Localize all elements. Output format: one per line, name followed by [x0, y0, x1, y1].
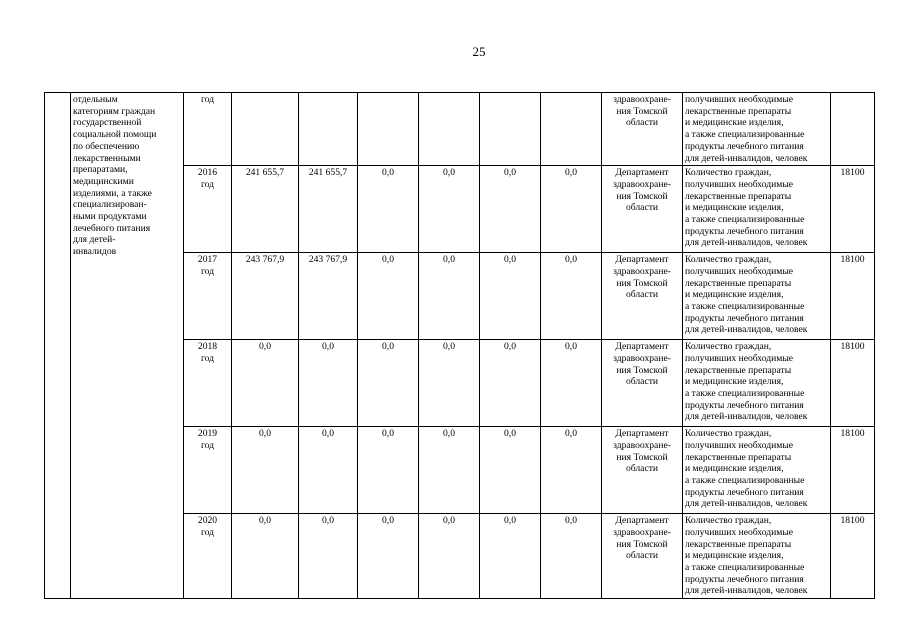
funding-value-v2: 0,0	[299, 514, 358, 599]
indicator-line: а также специализированные	[685, 475, 805, 487]
year-text: 2018	[197, 341, 218, 353]
funding-value-v2	[299, 93, 358, 166]
indicator-cell	[683, 514, 831, 599]
task-cell	[71, 93, 184, 599]
executor-line: области	[625, 117, 659, 129]
task-text-line: социальной помощи	[73, 129, 157, 141]
year-text: год	[200, 526, 215, 538]
indicator-line: и медицинские изделия,	[685, 376, 784, 388]
executor-cell	[602, 340, 683, 427]
executor-line: здравоохране-	[613, 526, 671, 538]
year-text: 2019	[197, 428, 218, 440]
task-text-line: медицинскими	[73, 175, 134, 187]
indicator-cell	[683, 340, 831, 427]
indicator-line: лекарственные препараты	[685, 451, 792, 463]
task-text-line: отдельным	[73, 94, 118, 105]
target-value-cell: 18100	[831, 253, 875, 340]
indicator-line: для детей-инвалидов, человек	[685, 585, 808, 597]
executor-line: здравоохране-	[613, 178, 671, 190]
funding-value-v4: 0,0	[419, 514, 480, 599]
executor-line: области	[625, 550, 659, 562]
executor-line: ния Томской	[616, 277, 668, 289]
indicator-line: для детей-инвалидов, человек	[685, 237, 808, 249]
indicator-line: Количество граждан,	[685, 428, 772, 440]
target-value-cell	[831, 93, 875, 166]
indicator-line: получивших необходимые	[685, 439, 794, 451]
indicator-cell	[683, 427, 831, 514]
executor-cell	[602, 253, 683, 340]
indicator-line: лекарственные препараты	[685, 538, 792, 550]
task-text-line: для детей-	[73, 234, 116, 246]
indicator-line: продукты лечебного питания	[685, 312, 804, 324]
page-number: 25	[472, 44, 486, 59]
funding-value-v3: 0,0	[358, 253, 419, 340]
indicator-line: а также специализированные	[685, 388, 805, 400]
task-text-line: инвалидов	[73, 246, 117, 258]
funding-value-v3	[358, 93, 419, 166]
executor-line: ния Томской	[616, 105, 668, 117]
target-value-cell: 18100	[831, 514, 875, 599]
year-cell	[184, 514, 232, 599]
executor-line: Департамент	[615, 341, 669, 353]
table-row	[45, 93, 875, 166]
indicator-line: получивших необходимые	[685, 265, 794, 277]
task-text-line: лечебного питания	[73, 222, 151, 234]
funding-value-v5: 0,0	[480, 340, 541, 427]
funding-value-v5	[480, 93, 541, 166]
indicator-line: и медицинские изделия,	[685, 463, 784, 475]
executor-line: ния Томской	[616, 538, 668, 550]
indicator-line: лекарственные препараты	[685, 105, 792, 117]
funding-value-v1: 0,0	[232, 427, 299, 514]
year-text: год	[200, 94, 215, 105]
funding-value-v5: 0,0	[480, 514, 541, 599]
task-text-line: препаратами,	[73, 164, 128, 176]
funding-value-v1: 243 767,9	[232, 253, 299, 340]
year-text: год	[200, 265, 215, 277]
executor-line: здравоохране-	[613, 352, 671, 364]
indicator-cell	[683, 253, 831, 340]
year-text: 2020	[197, 515, 218, 527]
task-text-line: категориям граждан	[73, 105, 156, 117]
indicator-line: получивших необходимые	[685, 526, 794, 538]
indicator-line: продукты лечебного питания	[685, 486, 804, 498]
indicator-line: Количество граждан,	[685, 515, 772, 527]
executor-line: здравоохране-	[613, 439, 671, 451]
indicator-line: лекарственные препараты	[685, 277, 792, 289]
funding-value-v2: 0,0	[299, 340, 358, 427]
funding-value-v5: 0,0	[480, 253, 541, 340]
funding-value-v3: 0,0	[358, 166, 419, 253]
funding-value-v1: 241 655,7	[232, 166, 299, 253]
indicator-line: для детей-инвалидов, человек	[685, 498, 808, 510]
funding-value-v4: 0,0	[419, 340, 480, 427]
funding-value-v2: 241 655,7	[299, 166, 358, 253]
funding-value-v4: 0,0	[419, 427, 480, 514]
funding-value-v1	[232, 93, 299, 166]
indicator-line: продукты лечебного питания	[685, 225, 804, 237]
indicator-line: Количество граждан,	[685, 254, 772, 266]
indicator-line: лекарственные препараты	[685, 190, 792, 202]
target-value-cell: 18100	[831, 166, 875, 253]
funding-value-v1: 0,0	[232, 514, 299, 599]
executor-cell	[602, 514, 683, 599]
funding-value-v4	[419, 93, 480, 166]
funding-value-v3: 0,0	[358, 340, 419, 427]
executor-line: ния Томской	[616, 451, 668, 463]
indicator-line: Количество граждан,	[685, 341, 772, 353]
task-text-line: изделиями, а также	[73, 187, 152, 199]
task-text-line: по обеспечению	[73, 140, 140, 152]
funding-value-v6: 0,0	[541, 340, 602, 427]
indicator-line: продукты лечебного питания	[685, 573, 804, 585]
program-table	[44, 92, 875, 599]
executor-line: Департамент	[615, 428, 669, 440]
executor-cell	[602, 427, 683, 514]
year-cell	[184, 253, 232, 340]
year-text: год	[200, 439, 215, 451]
task-text-line: государственной	[73, 117, 142, 129]
executor-line: ния Томской	[616, 190, 668, 202]
executor-line: области	[625, 463, 659, 475]
indicator-line: для детей-инвалидов, человек	[685, 411, 808, 423]
funding-value-v6	[541, 93, 602, 166]
funding-value-v3: 0,0	[358, 514, 419, 599]
executor-line: области	[625, 202, 659, 214]
funding-value-v2: 243 767,9	[299, 253, 358, 340]
target-value-cell: 18100	[831, 340, 875, 427]
year-cell	[184, 340, 232, 427]
indicator-line: получивших необходимые	[685, 94, 794, 105]
task-text-line: лекарственными	[73, 152, 141, 164]
executor-line: здравоохране-	[613, 94, 671, 105]
task-text-line: ными продуктами	[73, 211, 147, 223]
indicator-line: Количество граждан,	[685, 167, 772, 179]
indicator-line: и медицинские изделия,	[685, 117, 784, 129]
year-text: год	[200, 178, 215, 190]
year-text: 2016	[197, 167, 218, 179]
indicator-line: для детей-инвалидов, человек	[685, 152, 808, 164]
year-cell	[184, 166, 232, 253]
funding-value-v4: 0,0	[419, 166, 480, 253]
indicator-line: и медицинские изделия,	[685, 289, 784, 301]
funding-value-v1: 0,0	[232, 340, 299, 427]
funding-value-v6: 0,0	[541, 514, 602, 599]
year-cell	[184, 427, 232, 514]
indicator-line: продукты лечебного питания	[685, 140, 804, 152]
executor-line: области	[625, 376, 659, 388]
year-text: год	[200, 352, 215, 364]
executor-line: Департамент	[615, 167, 669, 179]
indicator-line: продукты лечебного питания	[685, 399, 804, 411]
indicator-line: и медицинские изделия,	[685, 550, 784, 562]
task-text-line: специализирован-	[73, 199, 147, 211]
funding-value-v6: 0,0	[541, 253, 602, 340]
indicator-line: а также специализированные	[685, 301, 805, 313]
indicator-line: а также специализированные	[685, 214, 805, 226]
executor-line: Департамент	[615, 515, 669, 527]
funding-value-v6: 0,0	[541, 427, 602, 514]
indicator-line: а также специализированные	[685, 129, 805, 141]
funding-value-v5: 0,0	[480, 427, 541, 514]
executor-line: области	[625, 289, 659, 301]
indicator-cell	[683, 166, 831, 253]
executor-line: Департамент	[615, 254, 669, 266]
target-value-cell: 18100	[831, 427, 875, 514]
indicator-line: и медицинские изделия,	[685, 202, 784, 214]
executor-line: ния Томской	[616, 364, 668, 376]
funding-value-v3: 0,0	[358, 427, 419, 514]
year-text: 2017	[197, 254, 218, 266]
executor-cell	[602, 166, 683, 253]
indicator-line: а также специализированные	[685, 562, 805, 574]
indicator-line: получивших необходимые	[685, 352, 794, 364]
executor-cell	[602, 93, 683, 166]
row-number-cell	[45, 93, 71, 599]
indicator-line: для детей-инвалидов, человек	[685, 324, 808, 336]
funding-value-v6: 0,0	[541, 166, 602, 253]
indicator-cell	[683, 93, 831, 166]
indicator-line: лекарственные препараты	[685, 364, 792, 376]
funding-value-v4: 0,0	[419, 253, 480, 340]
funding-value-v2: 0,0	[299, 427, 358, 514]
funding-value-v5: 0,0	[480, 166, 541, 253]
year-cell	[184, 93, 232, 166]
indicator-line: получивших необходимые	[685, 178, 794, 190]
executor-line: здравоохране-	[613, 265, 671, 277]
